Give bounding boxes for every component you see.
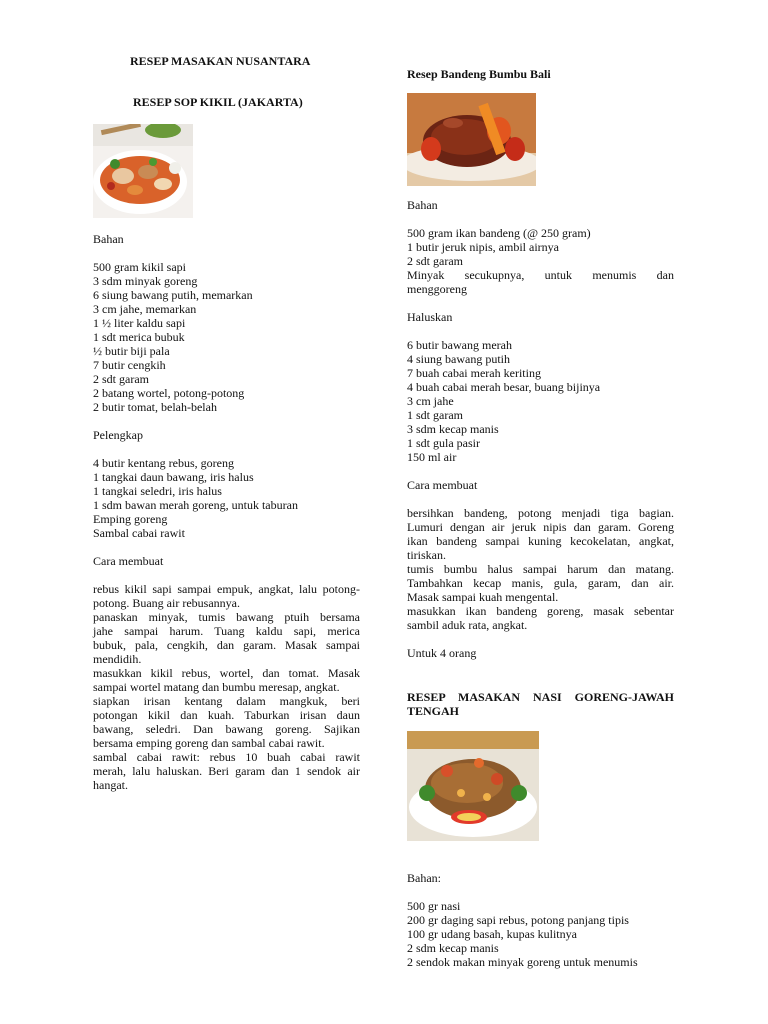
ingredient-line: 500 gram kikil sapi xyxy=(93,260,186,274)
text-line: sambil aduk rata, angkat. xyxy=(407,618,528,632)
text-line: bersama emping goreng dan sambal cabai rawit. xyxy=(93,736,325,750)
nasi-goreng-photo xyxy=(407,731,539,841)
text-line: bersihkan bandeng, potong menjadi tiga bagian. xyxy=(407,506,674,520)
haluskan-line: 3 cm jahe xyxy=(407,394,454,408)
haluskan-line: 6 butir bawang merah xyxy=(407,338,512,352)
cara-heading: Cara membuat xyxy=(407,478,478,492)
bahan-heading: Bahan xyxy=(407,198,438,212)
ingredient-line: 6 siung bawang putih, memarkan xyxy=(93,288,253,302)
sop-kikil-photo xyxy=(93,124,193,218)
text-line: siapkan irisan kentang dalam mangkuk, beri xyxy=(93,694,360,708)
ingredient-line: 2 batang wortel, potong-potong xyxy=(93,386,245,400)
pelengkap-line: 1 tangkai seledri, iris halus xyxy=(93,484,222,498)
bandeng-photo xyxy=(407,93,536,186)
haluskan-line: 1 sdt gula pasir xyxy=(407,436,480,450)
text-line: mendidih. xyxy=(93,652,142,666)
text-line: 500 gram ikan bandeng (@ 250 gram) xyxy=(407,226,591,240)
text-line: merah, lalu haluskan. Beri garam dan 1 sendok air xyxy=(93,764,360,778)
ingredient-line: 1 sdt merica bubuk xyxy=(93,330,185,344)
text-line: 2 sdt garam xyxy=(407,254,463,268)
ingredient-line: 7 butir cengkih xyxy=(93,358,166,372)
text-line: masukkan ikan bandeng goreng, masak sebentar xyxy=(407,604,674,618)
text-line: sampai wortel matang dan bumbu meresap, angkat. xyxy=(93,680,340,694)
pelengkap-line: Emping goreng xyxy=(93,512,168,526)
bandeng-bahan-list xyxy=(407,226,674,296)
ingredient-line: 100 gr udang basah, kupas kulitnya xyxy=(407,927,577,941)
recipe-title-bandeng: Resep Bandeng Bumbu Bali xyxy=(407,67,551,81)
text-line: panaskan minyak, tumis bawang ptuih bersama xyxy=(93,610,360,624)
text-line: 1 butir jeruk nipis, ambil airnya xyxy=(407,240,559,254)
ingredient-line: ½ butir biji pala xyxy=(93,344,170,358)
text-line: potongan kikil dan kuah. Taburkan irisan daun xyxy=(93,708,360,722)
haluskan-heading: Haluskan xyxy=(407,310,453,324)
portion-text: Untuk 4 orang xyxy=(407,646,477,660)
text-line: Tambahkan kecap manis, gula, garam, dan air. xyxy=(407,576,674,590)
cara-heading: Cara membuat xyxy=(93,554,164,568)
text-line: sambal cabai rawit: rebus 10 buah cabai rawit xyxy=(93,750,360,764)
pelengkap-line: Sambal cabai rawit xyxy=(93,526,185,540)
ingredient-line: 3 cm jahe, memarkan xyxy=(93,302,197,316)
text-line: tiriskan. xyxy=(407,548,446,562)
haluskan-line: 3 sdm kecap manis xyxy=(407,422,499,436)
ingredient-line: 2 sendok makan minyak goreng untuk menumis xyxy=(407,955,638,969)
pelengkap-heading: Pelengkap xyxy=(93,428,143,442)
bandeng-cara-steps xyxy=(407,506,674,632)
recipe-title-nasi-goreng: RESEP MASAKAN NASI GORENG-JAWAH xyxy=(407,690,674,704)
text-line: Minyak secukupnya, untuk menumis dan xyxy=(407,268,674,282)
ingredient-line: 1 ½ liter kaldu sapi xyxy=(93,316,186,330)
recipe-title-sop-kikil: RESEP SOP KIKIL (JAKARTA) xyxy=(133,95,303,109)
text-line: masukkan kikil rebus, wortel, dan tomat. Masak xyxy=(93,666,360,680)
text-line: menggoreng xyxy=(407,282,467,296)
page-title: RESEP MASAKAN NUSANTARA xyxy=(130,54,311,68)
pelengkap-line: 1 sdm bawan merah goreng, untuk taburan xyxy=(93,498,298,512)
haluskan-line: 1 sdt garam xyxy=(407,408,463,422)
ingredient-line: 500 gr nasi xyxy=(407,899,461,913)
text-line: ikan bandeng sampai kuning kecokelatan, angkat, xyxy=(407,534,674,548)
pelengkap-line: 1 tangkai daun bawang, iris halus xyxy=(93,470,254,484)
text-line: potong. Buang air rebusannya. xyxy=(93,596,240,610)
text-line: hangat. xyxy=(93,778,128,792)
recipe-title-nasi-goreng-cont: TENGAH xyxy=(407,704,460,718)
bahan-heading: Bahan: xyxy=(407,871,441,885)
text-line: Masak sampai kuah mengental. xyxy=(407,590,559,604)
bahan-heading: Bahan xyxy=(93,232,124,246)
ingredient-line: 2 butir tomat, belah-belah xyxy=(93,400,217,414)
text-line: Lumuri dengan air jeruk nipis dan garam. Goreng xyxy=(407,520,674,534)
pelengkap-line: 4 butir kentang rebus, goreng xyxy=(93,456,234,470)
text-line: tumis bumbu halus sampai harum dan matang. xyxy=(407,562,674,576)
haluskan-line: 150 ml air xyxy=(407,450,457,464)
haluskan-line: 4 siung bawang putih xyxy=(407,352,510,366)
ingredient-line: 3 sdm minyak goreng xyxy=(93,274,198,288)
ingredient-line: 2 sdm kecap manis xyxy=(407,941,499,955)
text-line: rebus kikil sapi sampai empuk, angkat, lalu potong- xyxy=(93,582,360,596)
cara-steps xyxy=(93,582,360,792)
text-line: bubuk, pala, cengkih, dan garam. Masak sampai xyxy=(93,638,360,652)
haluskan-line: 7 buah cabai merah keriting xyxy=(407,366,541,380)
haluskan-line: 4 buah cabai merah besar, buang bijinya xyxy=(407,380,601,394)
ingredient-line: 200 gr daging sapi rebus, potong panjang tipis xyxy=(407,913,629,927)
text-line: bawang, seledri. Dan bawang goreng. Sajikan xyxy=(93,722,360,736)
text-line: jahe sampai harum. Tuang kaldu sapi, merica xyxy=(93,624,360,638)
ingredient-line: 2 sdt garam xyxy=(93,372,149,386)
